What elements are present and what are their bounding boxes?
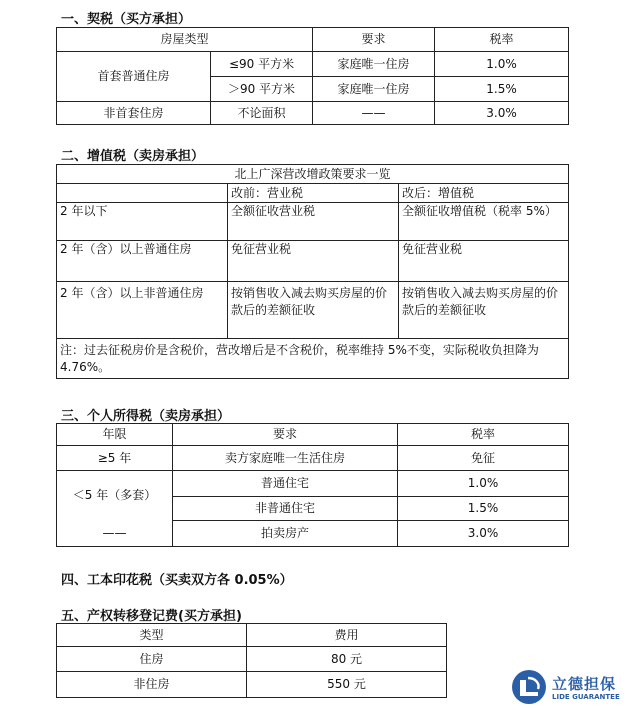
table-cell: ≥5 年 <box>57 446 173 471</box>
deed-tax-table <box>56 27 569 125</box>
table-cell: ＞90 平方米 <box>211 77 313 102</box>
table-cell: 1.0% <box>435 52 569 77</box>
table-cell: 全额征收增值税（税率 5%） <box>399 203 569 241</box>
table-cell: —— <box>313 102 435 125</box>
table-cell: 1.5% <box>398 497 569 521</box>
income-tax-table <box>56 423 569 547</box>
table-cell: 550 元 <box>247 672 447 698</box>
table-cell: 非首套住房 <box>57 102 211 125</box>
table-cell: 免征营业税 <box>228 241 399 282</box>
table-cell: 卖方家庭唯一生活住房 <box>173 446 398 471</box>
logo-emblem-icon <box>510 668 548 706</box>
table-cell: 2 年（含）以上非普通住房 <box>57 282 228 339</box>
section4-heading: 四、工本印花税（买卖双方各 0.05%） <box>61 573 293 588</box>
table-cell: ＜5 年（多套） <box>57 471 173 521</box>
table-cell: 不论面积 <box>211 102 313 125</box>
table-cell: 3.0% <box>398 521 569 547</box>
header-cell: 类型 <box>57 624 247 647</box>
company-logo <box>508 667 623 707</box>
table-cell: 全额征收营业税 <box>228 203 399 241</box>
table-cell: 非住房 <box>57 672 247 698</box>
section5-heading: 五、产权转移登记费(买方承担) <box>61 609 242 624</box>
table-cell: 首套普通住房 <box>57 52 211 102</box>
table-cell: ≤90 平方米 <box>211 52 313 77</box>
table-cell: 1.0% <box>398 471 569 497</box>
header-cell: 年限 <box>57 424 173 446</box>
table-cell: 按销售收入减去购买房屋的价款后的差额征收 <box>399 282 569 339</box>
table-note: 注：过去征税房价是含税价，营改增后是不含税价，税率维持 5%不变，实际税收负担降为 4.76%。 <box>57 339 569 379</box>
table-cell: 家庭唯一住房 <box>313 77 435 102</box>
table-cell: 免征营业税 <box>399 241 569 282</box>
table-cell: 家庭唯一住房 <box>313 52 435 77</box>
table-cell: 2 年（含）以上普通住房 <box>57 241 228 282</box>
vat-table <box>56 164 569 379</box>
table-cell: 非普通住宅 <box>173 497 398 521</box>
table-cell: 3.0% <box>435 102 569 125</box>
table-cell: 2 年以下 <box>57 203 228 241</box>
table-cell: —— <box>57 521 173 547</box>
header-cell: 要求 <box>173 424 398 446</box>
section1-heading: 一、契税（买方承担） <box>61 12 192 27</box>
table-cell: 按销售收入减去购买房屋的价款后的差额征收 <box>228 282 399 339</box>
table-cell <box>57 184 228 203</box>
header-cell: 费用 <box>247 624 447 647</box>
section3-heading: 三、个人所得税（卖房承担） <box>61 409 231 424</box>
header-cell: 要求 <box>313 28 435 52</box>
table-cell: 普通住宅 <box>173 471 398 497</box>
logo-subtext: LIDE GUARANTEE <box>552 693 620 701</box>
table-cell: 1.5% <box>435 77 569 102</box>
logo-text: 立德担保 <box>552 675 617 693</box>
header-cell: 房屋类型 <box>57 28 313 52</box>
section2-heading: 二、增值税（卖房承担） <box>61 149 205 164</box>
table-title: 北上广深营改增政策要求一览 <box>57 165 569 184</box>
header-cell: 税率 <box>398 424 569 446</box>
table-cell: 拍卖房产 <box>173 521 398 547</box>
header-cell: 改前：营业税 <box>228 184 399 203</box>
header-cell: 税率 <box>435 28 569 52</box>
table-cell: 免征 <box>398 446 569 471</box>
table-cell: 80 元 <box>247 647 447 672</box>
header-cell: 改后：增值税 <box>399 184 569 203</box>
table-cell: 住房 <box>57 647 247 672</box>
registration-fee-table <box>56 623 447 698</box>
